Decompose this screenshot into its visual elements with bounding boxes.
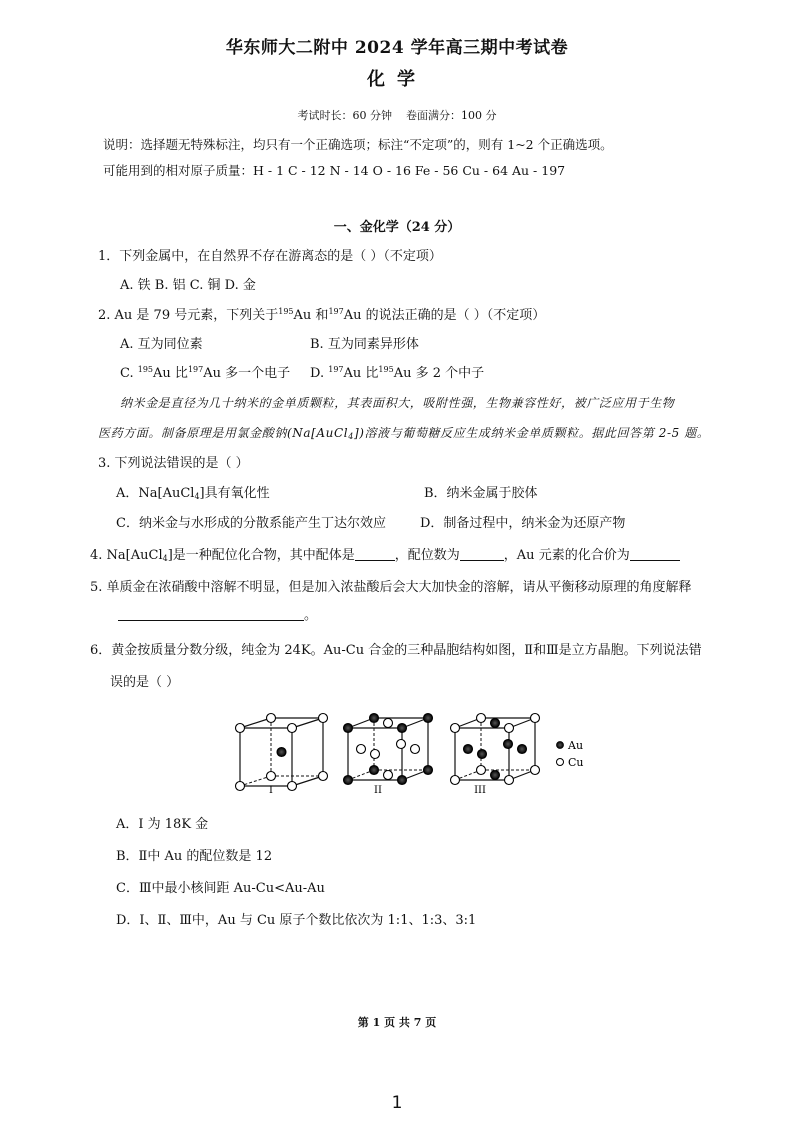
q6-option-d: D．I、Ⅱ、Ⅲ中，Au 与 Cu 原子个数比依次为 1:1、1:3、3:1 [116,913,477,928]
q6-option-b: B．Ⅱ中 Au 的配位数是 12 [116,849,273,864]
cell-2-face-atom [357,745,366,754]
cell-3-corner-atom [451,776,460,785]
section-title: 一、金化学（24 分） [333,220,461,235]
instructions: 说明：选择题无特殊标注，均只有一个正确选项；标注“不定项”的，则有 1~2 个正确选项。 [103,137,613,152]
cell-3-corner-atom [451,724,460,733]
cell-2-face-atom [384,719,393,728]
legend-cu-label: Cu [568,756,584,769]
q5-answer-line: 。 [118,608,317,624]
exam-meta [0,108,794,124]
q6-stem-1: 6．黄金按质量分数分级，纯金为 24K。Au-Cu 合金的三种晶胞结构如图，Ⅱ和Ⅲ是立方晶胞。下列说法错 [90,643,702,658]
full-score: 卷面满分：100 分 [406,109,497,122]
cell-3-corner-atom [477,714,486,723]
atomic-masses: 可能用到的相对原子质量：H - 1 C - 12 N - 14 O - 16 Fe - 56 Cu - 64 Au - 197 [103,163,566,178]
cell-2-face-atom [384,771,393,780]
q3-option-c: C．纳米金与水形成的分散系能产生丁达尔效应 [116,516,386,531]
q5-blank[interactable] [118,608,304,621]
cell-3-face-atom [464,745,473,754]
legend-cu-icon [557,759,564,766]
q3-option-d: D．制备过程中，纳米金为还原产物 [420,516,626,531]
cell-2-corner-atom [344,724,353,733]
cell-3-face-atom [491,771,500,780]
q4-blank-coordination[interactable] [460,548,504,561]
cell-1-corner-atom [236,724,245,733]
q4-blank-valence[interactable] [630,548,680,561]
cell-2-corner-atom [398,776,407,785]
exam-title: 华东师大二附中 2024 学年高三期中考试卷 [225,38,569,58]
passage-line-2: 医药方面。制备原理是用氯金酸钠(Na[AuCl$_4$])溶液与葡萄糖反应生成纳米金单质颗粒。据此回答第 2-5 题。 [98,426,710,441]
page-footer: 第 1 页 共 7 页 [357,1016,437,1029]
q4-stem: 4. Na[AuCl$_4$]是一种配位化合物，其中配体是 ，配位数为 ，Au 元素的化合价为 [90,548,680,564]
passage-line-1: 纳米金是直径为几十纳米的金单质颗粒，其表面积大，吸附性强，生物兼容性好，被广泛应用于生物 [120,396,675,410]
cell-3-face-atom [478,750,487,759]
cell-2-corner-atom [424,766,433,775]
q3-stem: 3. 下列说法错误的是（ ） [98,456,249,471]
cell-3-corner-atom [505,776,514,785]
cell-label-2: II [374,785,382,796]
q1-options: A. 铁 B. 铝 C. 铜 D. 金 [120,278,256,293]
cell-3-corner-atom [505,724,514,733]
cell-2-corner-atom [398,724,407,733]
cell-2-corner-atom [424,714,433,723]
exam-time: 考试时长：60 分钟 [297,109,392,122]
cell-3-corner-atom [477,766,486,775]
cell-1-corner-atom [267,772,276,781]
q2-option-a: A. 互为同位素 [120,337,203,352]
cell-1-corner-atom [288,724,297,733]
q2-option-c: C. $^{195}$Au 比$^{197}$Au 多一个电子 [120,365,291,381]
cell-1-corner-atom [319,714,328,723]
cell-2-face-atom [397,740,406,749]
cell-3-corner-atom [531,766,540,775]
cell-2-face-atom [371,750,380,759]
q2-option-b: B. 互为同素异形体 [310,337,419,352]
cell-2-corner-atom [370,766,379,775]
page-number: 1 [391,1093,403,1113]
cell-3-corner-atom [531,714,540,723]
cell-1-corner-atom [288,782,297,791]
q3-option-a: A．Na[AuCl$_4$]具有氧化性 [116,486,270,501]
cell-1-face-atom [277,748,286,757]
cell-2-corner-atom [370,714,379,723]
cell-3-face-atom [491,719,500,728]
legend-au-label: Au [568,739,584,752]
cell-2-corner-atom [344,776,353,785]
q6-option-c: C．Ⅲ中最小核间距 Au-Cu<Au-Au [116,881,325,896]
cell-3-face-atom [504,740,513,749]
q6-stem-2: 误的是（ ） [110,675,180,690]
cell-1-corner-atom [267,714,276,723]
cell-label-3: III [474,785,486,796]
q4-blank-ligand[interactable] [355,548,395,561]
crystal-cell-figure [0,700,794,800]
exam-subject: 化学 [367,69,427,90]
cell-1-corner-atom [319,772,328,781]
cell-2-face-atom [411,745,420,754]
q2-option-d: D. $^{197}$Au 比$^{195}$Au 多 2 个中子 [310,365,485,381]
legend-au-icon [557,742,564,749]
q5-stem: 5. 单质金在浓硝酸中溶解不明显，但是加入浓盐酸后会大大加快金的溶解，请从平衡移动原理的角度解释 [90,580,692,595]
cell-1-corner-atom [236,782,245,791]
q2-stem: 2. Au 是 79 号元素，下列关于$^{195}$Au 和$^{197}$Au 的说法正确的是（ ）（不定项） [98,307,546,323]
cell-3-face-atom [518,745,527,754]
q6-option-a: A．I 为 18K 金 [116,817,209,832]
q3-option-b: B．纳米金属于胶体 [424,486,538,501]
q1-stem: 1．下列金属中，在自然界不存在游离态的是（ ）（不定项） [98,249,442,264]
cell-label-1: I [269,785,273,796]
